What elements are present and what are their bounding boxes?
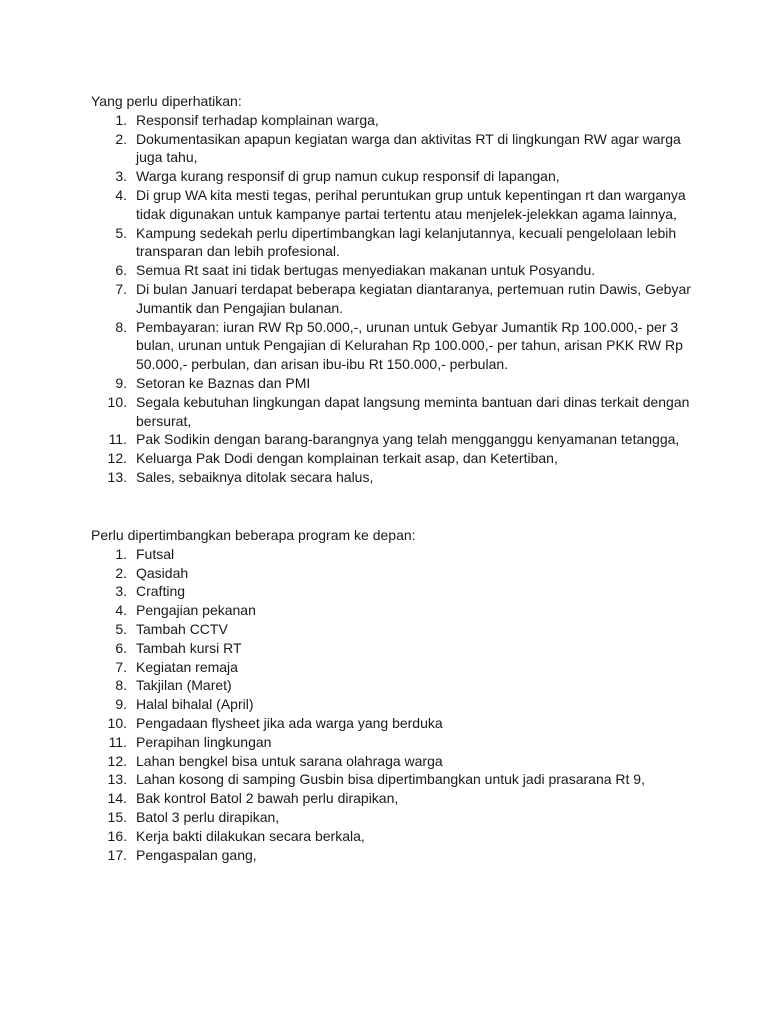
list-item-text: Crafting	[136, 583, 186, 600]
list-item-text: Pengajian pekanan	[136, 602, 256, 619]
list-item-number: 10.	[107, 714, 127, 731]
list-item	[91, 261, 691, 280]
list-item-text: Sales, sebaiknya ditolak secara halus,	[136, 468, 374, 485]
list-item-number: 14.	[107, 790, 127, 807]
list-item-number: 11.	[108, 733, 127, 750]
list-item-number: 9.	[115, 696, 127, 713]
list-item-number: 13.	[107, 468, 127, 485]
list-item	[91, 620, 691, 639]
list-item-text: Semua Rt saat ini tidak bertugas menyediakan makanan untuk Posyandu.	[136, 262, 596, 279]
list-item-text: Kampung sedekah perlu dipertimbangkan lagi kelanjutannya, kecuali pengelolaan lebih transparan dan lebih profesional.	[136, 224, 677, 260]
list-item-text: Takjilan (Maret)	[136, 677, 232, 694]
list-item	[91, 676, 691, 695]
list-item	[91, 639, 691, 658]
list-item	[91, 280, 691, 318]
list-item	[91, 393, 691, 431]
list-item-text: Keluarga Pak Dodi dengan komplainan terkait asap, dan Ketertiban,	[136, 450, 558, 467]
list-item-number: 8.	[115, 677, 127, 694]
list-item	[91, 827, 691, 846]
list-item	[91, 449, 691, 468]
list-item-number: 1.	[115, 545, 127, 562]
list-item-text: Qasidah	[136, 564, 189, 581]
list-item	[91, 374, 691, 393]
list-item-text: Setoran ke Baznas dan PMI	[136, 374, 311, 391]
list-item	[91, 468, 691, 487]
list-item	[91, 695, 691, 714]
list-item	[91, 714, 691, 733]
list-item-number: 8.	[115, 318, 127, 335]
list-item	[91, 601, 691, 620]
section-considerations	[91, 92, 691, 487]
list-item-number: 15.	[107, 808, 127, 825]
list-item-text: Warga kurang responsif di grup namun cukup responsif di lapangan,	[136, 168, 560, 185]
list-item-number: 5.	[115, 620, 127, 637]
list-item-text: Perapihan lingkungan	[136, 733, 272, 750]
list-item	[91, 770, 691, 789]
list-item-text: Halal bihalal (April)	[136, 696, 254, 713]
list-item-number: 4.	[115, 186, 127, 203]
list-item	[91, 582, 691, 601]
list-item-number: 13.	[107, 771, 127, 788]
considerations-list	[91, 111, 691, 487]
list-item-number: 7.	[115, 280, 127, 297]
section-heading: Perlu dipertimbangkan beberapa program ke depan:	[91, 527, 416, 543]
list-item-number: 3.	[115, 583, 127, 600]
list-item-text: Segala kebutuhan lingkungan dapat langsung meminta bantuan dari dinas terkait dengan bersurat,	[136, 393, 690, 429]
list-item-number: 17.	[107, 846, 127, 863]
list-item-text: Pembayaran: iuran RW Rp 50.000,-, urunan untuk Gebyar Jumantik Rp 100.000,- per 3 bulan, urunan untuk Pengajian di Kelurahan Rp 100.000,- per tahun, arisan PKK RW Rp 50.000,- perbulan, dan arisan ibu-ibu Rt 150.000,- perbulan.	[136, 318, 683, 373]
list-item-number: 4.	[115, 602, 127, 619]
list-item-text: Kegiatan remaja	[136, 658, 238, 675]
list-item-text: Tambah CCTV	[136, 620, 228, 637]
list-item-text: Di grup WA kita mesti tegas, perihal peruntukan grup untuk kepentingan rt dan warganya tidak digunakan untuk kampanye partai tertentu atau menjelek-jelekkan agama lainnya,	[136, 186, 686, 222]
list-item-text: Dokumentasikan apapun kegiatan warga dan aktivitas RT di lingkungan RW agar warga juga tahu,	[136, 130, 681, 166]
list-item	[91, 430, 691, 449]
list-item	[91, 789, 691, 808]
list-item-number: 2.	[115, 564, 127, 581]
list-item	[91, 846, 691, 865]
programs-list	[91, 545, 691, 865]
list-item-text: Di bulan Januari terdapat beberapa kegiatan diantaranya, pertemuan rutin Dawis, Gebyar Jumantik dan Pengajian bulanan.	[136, 280, 691, 316]
list-item	[91, 733, 691, 752]
list-item	[91, 224, 691, 262]
list-item-text: Lahan bengkel bisa untuk sarana olahraga warga	[136, 752, 443, 769]
list-item	[91, 545, 691, 564]
list-item-text: Pak Sodikin dengan barang-barangnya yang telah mengganggu kenyamanan tetangga,	[136, 431, 680, 448]
list-item-number: 9.	[115, 374, 127, 391]
list-item-number: 3.	[115, 168, 127, 185]
list-item	[91, 318, 691, 374]
list-item-number: 10.	[107, 393, 127, 410]
list-item	[91, 658, 691, 677]
list-item-text: Tambah kursi RT	[136, 639, 242, 656]
list-item	[91, 186, 691, 224]
list-item-text: Kerja bakti dilakukan secara berkala,	[136, 827, 365, 844]
list-item-text: Batol 3 perlu dirapikan,	[136, 808, 280, 825]
list-item-text: Responsif terhadap komplainan warga,	[136, 111, 379, 128]
list-item-number: 16.	[107, 827, 127, 844]
list-item-text: Futsal	[136, 545, 175, 562]
list-item	[91, 564, 691, 583]
list-item-number: 2.	[115, 130, 127, 147]
list-item-number: 7.	[115, 658, 127, 675]
list-item	[91, 111, 691, 130]
list-item-number: 11.	[108, 431, 127, 448]
list-item	[91, 130, 691, 168]
list-item-number: 12.	[107, 752, 127, 769]
list-item	[91, 752, 691, 771]
list-item-number: 1.	[115, 111, 127, 128]
list-item-number: 6.	[115, 262, 127, 279]
list-item-text: Bak kontrol Batol 2 bawah perlu dirapikan,	[136, 790, 399, 807]
list-item-number: 5.	[115, 224, 127, 241]
section-future-programs	[91, 526, 691, 864]
section-heading: Yang perlu diperhatikan:	[91, 93, 242, 109]
list-item-text: Pengadaan flysheet jika ada warga yang berduka	[136, 714, 443, 731]
list-item-number: 12.	[107, 450, 127, 467]
list-item	[91, 167, 691, 186]
list-item-number: 6.	[115, 639, 127, 656]
list-item-text: Pengaspalan gang,	[136, 846, 257, 863]
list-item-text: Lahan kosong di samping Gusbin bisa dipertimbangkan untuk jadi prasarana Rt 9,	[136, 771, 645, 788]
list-item	[91, 808, 691, 827]
